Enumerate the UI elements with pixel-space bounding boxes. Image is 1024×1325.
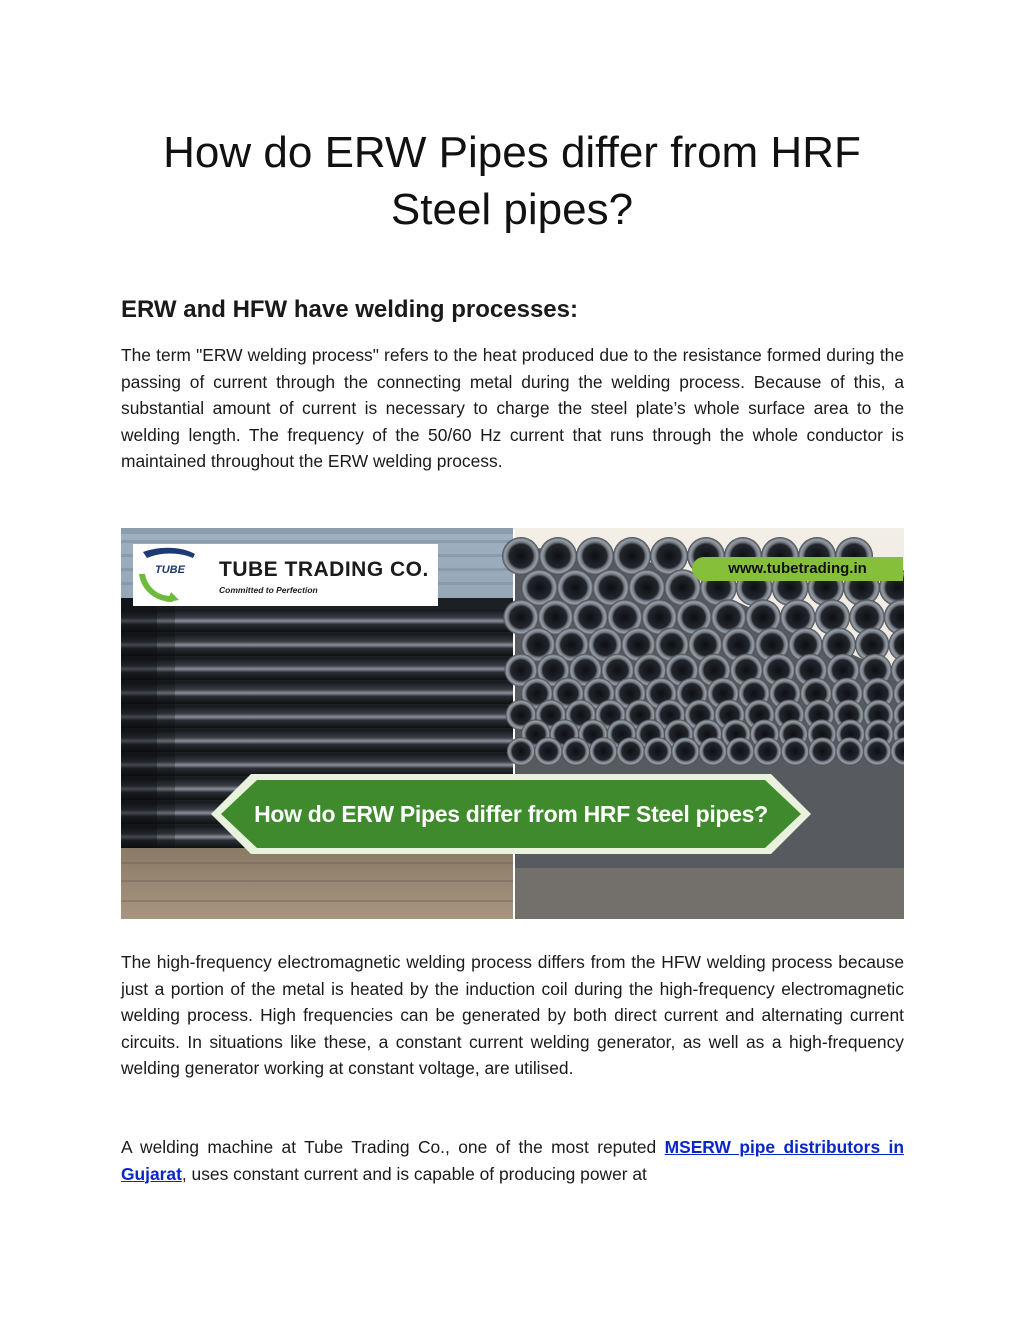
hero-image: [121, 528, 904, 919]
paragraph-erw-process: The term "ERW welding process" refers to the heat produced due to the resistance formed during the passing of current through the connecting metal during the welding process. Because of this, a substantial amount of current is necessary to charge the steel plate’s whole surface area to the welding length. The frequency of the 50/60 Hz current that runs through the whole conductor is maintained throughout the ERW welding process.: [121, 345, 904, 471]
pipe-end: [502, 537, 540, 575]
pipe-end: [507, 737, 535, 765]
pipe-end: [576, 537, 614, 575]
logo-badge-text: TUBE: [155, 564, 185, 576]
pipe-end: [863, 737, 891, 765]
pipe-end: [534, 737, 562, 765]
pipe-end: [616, 737, 644, 765]
pipe-end: [644, 737, 672, 765]
page-title: [120, 124, 904, 238]
pipe-end: [753, 737, 781, 765]
pipe-end: [613, 537, 651, 575]
pipe-end: [808, 737, 836, 765]
pipe-end: [836, 737, 864, 765]
pipe-end: [726, 737, 754, 765]
pipe-end: [699, 737, 727, 765]
paragraph-text-end: , uses constant current and is capable of producing power at: [181, 1163, 647, 1184]
mserw-pipe-distributors-link[interactable]: MSERW pipe distributors in Gujarat: [121, 1137, 904, 1184]
pipe-end: [562, 737, 590, 765]
paragraph-text-start: A welding machine at Tube Trading Co., one of the most reputed: [121, 1137, 665, 1157]
page-title-line-2: Steel pipes?: [390, 185, 634, 234]
pipe-end: [539, 537, 577, 575]
banner-text: How do ERW Pipes differ from HRF Steel pipes?: [254, 800, 768, 827]
pipe-end: [671, 737, 699, 765]
title-banner: [211, 774, 811, 854]
company-tagline: Committed to Perfection: [219, 585, 318, 595]
logo-mark-icon: [133, 544, 203, 606]
paragraph-hf-welding: The high-frequency electromagnetic welding process differs from the HFW welding process because just a portion of the metal is heated by the induction coil during the high-frequency electromagnetic welding process. High frequencies can be generated by both direct current and alternating current circuits. In situations like these, a constant current welding generator, as well as a high-frequency welding generator working at constant voltage, are utilised.: [121, 952, 904, 1078]
page-title-line-1: How do ERW Pipes differ from HRF: [163, 128, 861, 177]
pipe-end: [589, 737, 617, 765]
pipe-end: [781, 737, 809, 765]
company-logo: [133, 544, 438, 606]
section-heading: ERW and HFW have welding processes:: [121, 296, 578, 323]
website-badge: www.tubetrading.in: [692, 557, 903, 581]
paragraph-welding-machine: [121, 1134, 904, 1187]
company-name: TUBE TRADING CO.: [219, 558, 429, 581]
